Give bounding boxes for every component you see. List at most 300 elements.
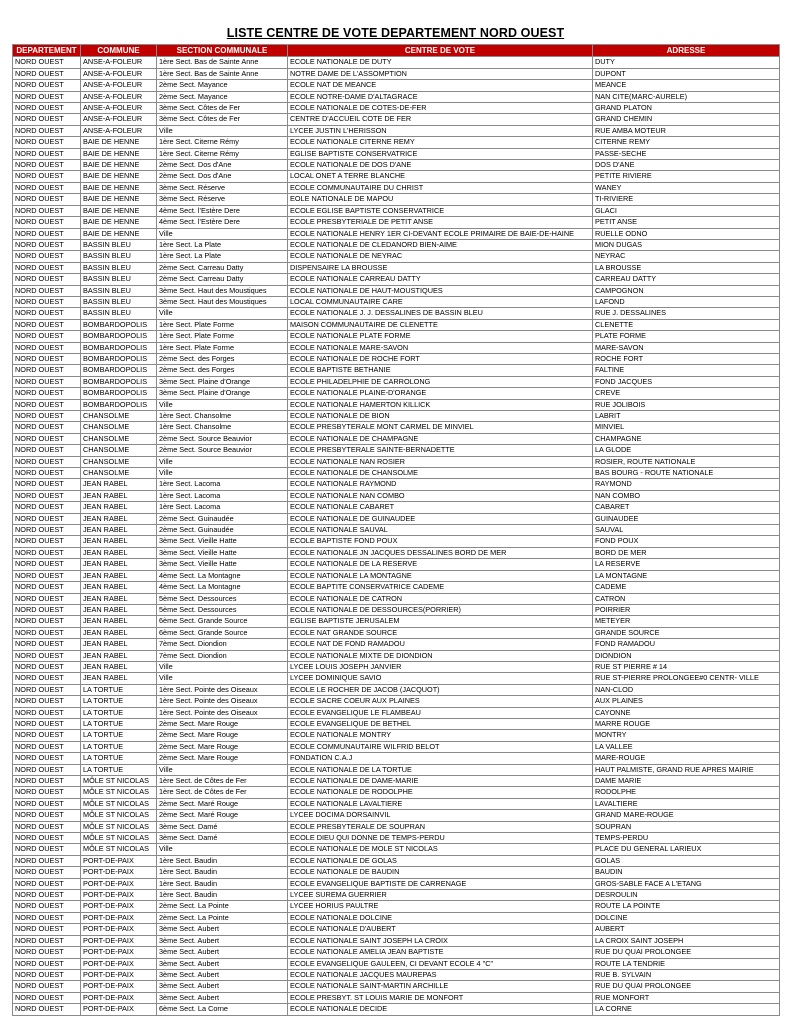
- table-row: [13, 194, 780, 205]
- departement-cell: NORD OUEST: [13, 844, 81, 855]
- centre-de-vote-cell: LYCEE HORIUS PAULTRE: [288, 901, 593, 912]
- commune-cell: LA TORTUE: [81, 718, 157, 729]
- adresse-cell: BAUDIN: [593, 867, 780, 878]
- adresse-cell: ROUTE LA POINTE: [593, 901, 780, 912]
- centre-de-vote-cell: ECOLE NAT DE FOND RAMADOU: [288, 639, 593, 650]
- centre-de-vote-cell: ECOLE NATIONALE RAYMOND: [288, 479, 593, 490]
- adresse-cell: GROS-SABLE FACE A L'ETANG: [593, 878, 780, 889]
- centre-de-vote-cell: ECOLE NATIONALE LAVALTIERE: [288, 798, 593, 809]
- departement-cell: NORD OUEST: [13, 867, 81, 878]
- section-communale-cell: 1ère Sect. Citerne Rémy: [157, 137, 288, 148]
- table-row: [13, 992, 780, 1003]
- centre-de-vote-cell: ECOLE NATIONALE DE MOLE ST NICOLAS: [288, 844, 593, 855]
- centre-de-vote-cell: ECOLE PRESBYTERALE SAINTE-BERNADETTE: [288, 445, 593, 456]
- centre-de-vote-cell: ECOLE PRESBYT. ST LOUIS MARIE DE MONFORT: [288, 992, 593, 1003]
- adresse-cell: BORD DE MER: [593, 547, 780, 558]
- table-row: [13, 319, 780, 330]
- centre-de-vote-cell: ECOLE NATIONALE DE CATRON: [288, 593, 593, 604]
- table-row: [13, 947, 780, 958]
- table-row: [13, 582, 780, 593]
- departement-cell: NORD OUEST: [13, 661, 81, 672]
- centre-de-vote-cell: ECOLE NATIONALE SAINT JOSEPH LA CROIX: [288, 935, 593, 946]
- commune-cell: ANSE-A-FOLEUR: [81, 57, 157, 68]
- section-communale-cell: Ville: [157, 764, 288, 775]
- adresse-cell: SOUPRAN: [593, 821, 780, 832]
- departement-cell: NORD OUEST: [13, 821, 81, 832]
- centre-de-vote-cell: ECOLE PHILADELPHIE DE CARROLONG: [288, 376, 593, 387]
- departement-cell: NORD OUEST: [13, 547, 81, 558]
- table-row: [13, 912, 780, 923]
- commune-cell: BAIE DE HENNE: [81, 228, 157, 239]
- centre-de-vote-cell: ECOLE PRESBYTERALE MONT CARMEL DE MINVIEL: [288, 422, 593, 433]
- adresse-cell: LA MONTAGNE: [593, 570, 780, 581]
- adresse-cell: RUE MONFORT: [593, 992, 780, 1003]
- section-communale-cell: Ville: [157, 456, 288, 467]
- adresse-cell: GRAND MARE-ROUGE: [593, 810, 780, 821]
- departement-cell: NORD OUEST: [13, 388, 81, 399]
- table-row: [13, 559, 780, 570]
- commune-cell: CHANSOLME: [81, 422, 157, 433]
- adresse-cell: CARREAU DATTY: [593, 274, 780, 285]
- section-communale-cell: 1ère Sect. Baudin: [157, 878, 288, 889]
- table-row: [13, 217, 780, 228]
- centre-de-vote-cell: DISPENSAIRE LA BROUSSE: [288, 262, 593, 273]
- table-row: [13, 342, 780, 353]
- adresse-cell: LA CORNE: [593, 1004, 780, 1015]
- section-communale-cell: Ville: [157, 308, 288, 319]
- section-communale-cell: 3ème Sect. Côtes de Fer: [157, 103, 288, 114]
- section-communale-cell: 2ème Sect. Guinaudée: [157, 513, 288, 524]
- table-row: [13, 308, 780, 319]
- commune-cell: BAIE DE HENNE: [81, 182, 157, 193]
- centre-de-vote-cell: ECOLE NATIONALE DE HAUT-MOUSTIQUES: [288, 285, 593, 296]
- departement-cell: NORD OUEST: [13, 673, 81, 684]
- table-row: [13, 981, 780, 992]
- departement-cell: NORD OUEST: [13, 582, 81, 593]
- commune-cell: BASSIN BLEU: [81, 308, 157, 319]
- section-communale-cell: 1ère Sect. Plate Forme: [157, 331, 288, 342]
- adresse-cell: CAMPOGNON: [593, 285, 780, 296]
- section-communale-cell: 3ème Sect. Réserve: [157, 194, 288, 205]
- section-communale-cell: Ville: [157, 661, 288, 672]
- table-row: [13, 91, 780, 102]
- column-header-commune: COMMUNE: [81, 45, 157, 57]
- departement-cell: NORD OUEST: [13, 331, 81, 342]
- commune-cell: MÔLE ST NICOLAS: [81, 776, 157, 787]
- departement-cell: NORD OUEST: [13, 376, 81, 387]
- commune-cell: LA TORTUE: [81, 764, 157, 775]
- table-row: [13, 125, 780, 136]
- table-row: [13, 376, 780, 387]
- centre-de-vote-cell: ECOLE NATIONALE DE COTES-DE-FER: [288, 103, 593, 114]
- section-communale-cell: 2ème Sect. des Forges: [157, 353, 288, 364]
- commune-cell: BOMBARDOPOLIS: [81, 388, 157, 399]
- departement-cell: NORD OUEST: [13, 798, 81, 809]
- table-row: [13, 696, 780, 707]
- commune-cell: PORT-DE-PAIX: [81, 958, 157, 969]
- table-row: [13, 228, 780, 239]
- centre-de-vote-cell: ECOLE NATIONALE DE RODOLPHE: [288, 787, 593, 798]
- departement-cell: NORD OUEST: [13, 901, 81, 912]
- departement-cell: NORD OUEST: [13, 308, 81, 319]
- centre-de-vote-cell: ECOLE NATIONALE DE LA RESERVE: [288, 559, 593, 570]
- table-row: [13, 296, 780, 307]
- centre-de-vote-cell: ECOLE NATIONALE DE BION: [288, 411, 593, 422]
- section-communale-cell: 3ème Sect. Haut des Moustiques: [157, 285, 288, 296]
- departement-cell: NORD OUEST: [13, 958, 81, 969]
- adresse-cell: ROUTE LA TENDRIE: [593, 958, 780, 969]
- section-communale-cell: Ville: [157, 125, 288, 136]
- table-row: [13, 502, 780, 513]
- departement-cell: NORD OUEST: [13, 992, 81, 1003]
- table-row: [13, 650, 780, 661]
- table-row: [13, 285, 780, 296]
- centre-de-vote-cell: ECOLE NATIONALE DE DOS D'ANE: [288, 160, 593, 171]
- section-communale-cell: 2ème Sect. Carreau Datty: [157, 262, 288, 273]
- column-header-departement: DEPARTEMENT: [13, 45, 81, 57]
- departement-cell: NORD OUEST: [13, 365, 81, 376]
- adresse-cell: FOND POUX: [593, 536, 780, 547]
- commune-cell: JEAN RABEL: [81, 650, 157, 661]
- adresse-cell: PETIT ANSE: [593, 217, 780, 228]
- section-communale-cell: 2ème Sect. Mare Rouge: [157, 730, 288, 741]
- commune-cell: PORT-DE-PAIX: [81, 969, 157, 980]
- section-communale-cell: 3ème Sect. Réserve: [157, 182, 288, 193]
- section-communale-cell: 3ème Sect. Aubert: [157, 969, 288, 980]
- adresse-cell: RUE AMBA MOTEUR: [593, 125, 780, 136]
- adresse-cell: GRAND PLATON: [593, 103, 780, 114]
- departement-cell: NORD OUEST: [13, 103, 81, 114]
- section-communale-cell: 1ère Sect. Plate Forme: [157, 319, 288, 330]
- centre-de-vote-cell: ECOLE NATIONALE DE GUINAUDEE: [288, 513, 593, 524]
- adresse-cell: HAUT PALMISTE, GRAND RUE APRES MAIRIE: [593, 764, 780, 775]
- table-row: [13, 753, 780, 764]
- section-communale-cell: 3ème Sect. Aubert: [157, 947, 288, 958]
- departement-cell: NORD OUEST: [13, 239, 81, 250]
- departement-cell: NORD OUEST: [13, 639, 81, 650]
- section-communale-cell: 7ème Sect. Diondion: [157, 650, 288, 661]
- departement-cell: NORD OUEST: [13, 616, 81, 627]
- centre-de-vote-cell: ECOLE NATIONALE PLAINE-D'ORANGE: [288, 388, 593, 399]
- section-communale-cell: 4ème Sect. l'Estère Dere: [157, 205, 288, 216]
- section-communale-cell: 3ème Sect. Vieille Hatte: [157, 559, 288, 570]
- centre-de-vote-cell: ECOLE NATIONALE DECIDE: [288, 1004, 593, 1015]
- table-row: [13, 684, 780, 695]
- commune-cell: LA TORTUE: [81, 696, 157, 707]
- commune-cell: JEAN RABEL: [81, 604, 157, 615]
- adresse-cell: RUE DU QUAI PROLONGEE: [593, 981, 780, 992]
- table-row: [13, 182, 780, 193]
- column-header-section-communale: SECTION COMMUNALE: [157, 45, 288, 57]
- table-row: [13, 810, 780, 821]
- adresse-cell: POIRRIER: [593, 604, 780, 615]
- commune-cell: BAIE DE HENNE: [81, 137, 157, 148]
- table-row: [13, 205, 780, 216]
- table-row: [13, 798, 780, 809]
- table-row: [13, 490, 780, 501]
- commune-cell: CHANSOLME: [81, 456, 157, 467]
- adresse-cell: MION DUGAS: [593, 239, 780, 250]
- centre-de-vote-cell: EOLE NATIONALE DE MAPOU: [288, 194, 593, 205]
- section-communale-cell: 1ère Sect. Lacoma: [157, 490, 288, 501]
- section-communale-cell: 2ème Sect. Dos d'Ane: [157, 171, 288, 182]
- departement-cell: NORD OUEST: [13, 707, 81, 718]
- section-communale-cell: 2ème Sect. Dos d'Ane: [157, 160, 288, 171]
- departement-cell: NORD OUEST: [13, 947, 81, 958]
- commune-cell: PORT-DE-PAIX: [81, 855, 157, 866]
- commune-cell: JEAN RABEL: [81, 536, 157, 547]
- table-row: [13, 570, 780, 581]
- section-communale-cell: 1ère Sect. Bas de Sainte Anne: [157, 57, 288, 68]
- table-row: [13, 160, 780, 171]
- section-communale-cell: 3ème Sect. Plaine d'Orange: [157, 388, 288, 399]
- centre-de-vote-cell: ECOLE NATIONALE NAN ROSIER: [288, 456, 593, 467]
- section-communale-cell: 2ème Sect. Mare Rouge: [157, 741, 288, 752]
- adresse-cell: MARRE ROUGE: [593, 718, 780, 729]
- centre-de-vote-cell: ECOLE NATIONALE DOLCINE: [288, 912, 593, 923]
- adresse-cell: PLATE FORME: [593, 331, 780, 342]
- centre-de-vote-cell: ECOLE NATIONALE DE DUTY: [288, 57, 593, 68]
- section-communale-cell: 1ère Sect. Pointe des Oiseaux: [157, 707, 288, 718]
- table-row: [13, 901, 780, 912]
- adresse-cell: MONTRY: [593, 730, 780, 741]
- table-row: [13, 844, 780, 855]
- table-row: [13, 68, 780, 79]
- table-row: [13, 855, 780, 866]
- adresse-cell: AUX PLAINES: [593, 696, 780, 707]
- section-communale-cell: 2ème Sect. Source Beauvior: [157, 445, 288, 456]
- adresse-cell: MINVIEL: [593, 422, 780, 433]
- commune-cell: JEAN RABEL: [81, 570, 157, 581]
- centre-de-vote-cell: ECOLE BAPTITE CONSERVATRICE CADEME: [288, 582, 593, 593]
- departement-cell: NORD OUEST: [13, 696, 81, 707]
- commune-cell: ANSE-A-FOLEUR: [81, 114, 157, 125]
- departement-cell: NORD OUEST: [13, 684, 81, 695]
- commune-cell: ANSE-A-FOLEUR: [81, 125, 157, 136]
- centre-de-vote-cell: MAISON COMMUNAUTAIRE DE CLENETTE: [288, 319, 593, 330]
- centre-de-vote-cell: ECOLE NATIONALE NAN COMBO: [288, 490, 593, 501]
- departement-cell: NORD OUEST: [13, 969, 81, 980]
- adresse-cell: TI-RIVIERE: [593, 194, 780, 205]
- departement-cell: NORD OUEST: [13, 445, 81, 456]
- departement-cell: NORD OUEST: [13, 205, 81, 216]
- centre-de-vote-cell: ECOLE PRESBYTERALE DE SOUPRAN: [288, 821, 593, 832]
- departement-cell: NORD OUEST: [13, 912, 81, 923]
- table-row: [13, 148, 780, 159]
- section-communale-cell: 2ème Sect. Mare Rouge: [157, 718, 288, 729]
- adresse-cell: RUELLE ODNO: [593, 228, 780, 239]
- commune-cell: JEAN RABEL: [81, 639, 157, 650]
- section-communale-cell: Ville: [157, 228, 288, 239]
- table-row: [13, 171, 780, 182]
- section-communale-cell: 3ème Sect. Vieille Hatte: [157, 547, 288, 558]
- departement-cell: NORD OUEST: [13, 68, 81, 79]
- centre-de-vote-cell: ECOLE NATIONALE JN JACQUES DESSALINES BORD DE MER: [288, 547, 593, 558]
- section-communale-cell: 3ème Sect. Aubert: [157, 992, 288, 1003]
- adresse-cell: ROCHE FORT: [593, 353, 780, 364]
- section-communale-cell: 1ère Sect. Bas de Sainte Anne: [157, 68, 288, 79]
- commune-cell: PORT-DE-PAIX: [81, 992, 157, 1003]
- table-row: [13, 468, 780, 479]
- centre-de-vote-cell: ECOLE NATIONALE JACQUES MAUREPAS: [288, 969, 593, 980]
- table-row: [13, 969, 780, 980]
- departement-cell: NORD OUEST: [13, 479, 81, 490]
- adresse-cell: CAYONNE: [593, 707, 780, 718]
- commune-cell: BAIE DE HENNE: [81, 171, 157, 182]
- section-communale-cell: 3ème Sect. Damé: [157, 821, 288, 832]
- commune-cell: MÔLE ST NICOLAS: [81, 810, 157, 821]
- adresse-cell: FOND JACQUES: [593, 376, 780, 387]
- commune-cell: ANSE-A-FOLEUR: [81, 68, 157, 79]
- centre-de-vote-cell: ECOLE BAPTISTE FOND POUX: [288, 536, 593, 547]
- table-row: [13, 661, 780, 672]
- commune-cell: LA TORTUE: [81, 741, 157, 752]
- commune-cell: CHANSOLME: [81, 433, 157, 444]
- commune-cell: BASSIN BLEU: [81, 285, 157, 296]
- section-communale-cell: 2ème Sect. Maré Rouge: [157, 798, 288, 809]
- commune-cell: BASSIN BLEU: [81, 296, 157, 307]
- adresse-cell: NAN-CLOD: [593, 684, 780, 695]
- departement-cell: NORD OUEST: [13, 1004, 81, 1015]
- adresse-cell: CABARET: [593, 502, 780, 513]
- centre-de-vote-cell: EGLISE BAPTISTE CONSERVATRICE: [288, 148, 593, 159]
- table-row: [13, 433, 780, 444]
- departement-cell: NORD OUEST: [13, 399, 81, 410]
- adresse-cell: RUE JOLIBOIS: [593, 399, 780, 410]
- departement-cell: NORD OUEST: [13, 741, 81, 752]
- centre-de-vote-cell: ECOLE PRESBYTERIALE DE PETIT ANSE: [288, 217, 593, 228]
- centre-de-vote-cell: ECOLE NATIONALE MONTRY: [288, 730, 593, 741]
- departement-cell: NORD OUEST: [13, 125, 81, 136]
- section-communale-cell: 2ème Sect. Carreau Datty: [157, 274, 288, 285]
- section-communale-cell: Ville: [157, 399, 288, 410]
- centre-de-vote-cell: FONDATION C.A.J: [288, 753, 593, 764]
- centre-de-vote-cell: ECOLE NATIONALE MIXTE DE DIONDION: [288, 650, 593, 661]
- commune-cell: JEAN RABEL: [81, 502, 157, 513]
- table-row: [13, 274, 780, 285]
- commune-cell: MÔLE ST NICOLAS: [81, 821, 157, 832]
- centre-de-vote-cell: LOCAL ONET A TERRE BLANCHE: [288, 171, 593, 182]
- departement-cell: NORD OUEST: [13, 559, 81, 570]
- departement-cell: NORD OUEST: [13, 217, 81, 228]
- centre-de-vote-cell: ECOLE NATIONALE PLATE FORME: [288, 331, 593, 342]
- table-row: [13, 422, 780, 433]
- adresse-cell: NAN CITE(MARC-AURELE): [593, 91, 780, 102]
- commune-cell: BAIE DE HENNE: [81, 194, 157, 205]
- section-communale-cell: 6ème Sect. Grande Source: [157, 627, 288, 638]
- departement-cell: NORD OUEST: [13, 80, 81, 91]
- adresse-cell: NEYRAC: [593, 251, 780, 262]
- section-communale-cell: 5ème Sect. Dessources: [157, 604, 288, 615]
- centre-de-vote-cell: LYCEE JUSTIN L'HERISSON: [288, 125, 593, 136]
- section-communale-cell: 2ème Sect. Mayance: [157, 91, 288, 102]
- centre-de-vote-cell: ECOLE NATIONALE DE BAUDIN: [288, 867, 593, 878]
- centre-de-vote-cell: ECOLE COMMUNAUTAIRE WILFRID BELOT: [288, 741, 593, 752]
- commune-cell: CHANSOLME: [81, 411, 157, 422]
- adresse-cell: LABRIT: [593, 411, 780, 422]
- commune-cell: LA TORTUE: [81, 684, 157, 695]
- section-communale-cell: 2ème Sect. Guinaudée: [157, 525, 288, 536]
- adresse-cell: BAS BOURG - ROUTE NATIONALE: [593, 468, 780, 479]
- table-row: [13, 935, 780, 946]
- commune-cell: MÔLE ST NICOLAS: [81, 787, 157, 798]
- table-row: [13, 833, 780, 844]
- section-communale-cell: 3ème Sect. Plaine d'Orange: [157, 376, 288, 387]
- adresse-cell: RUE ST-PIERRE PROLONGEE#0 CENTR- VILLE: [593, 673, 780, 684]
- departement-cell: NORD OUEST: [13, 650, 81, 661]
- commune-cell: CHANSOLME: [81, 445, 157, 456]
- table-row: [13, 730, 780, 741]
- section-communale-cell: 1ère Sect. Baudin: [157, 855, 288, 866]
- centre-de-vote-cell: ECOLE BAPTISTE BETHANIE: [288, 365, 593, 376]
- departement-cell: NORD OUEST: [13, 285, 81, 296]
- departement-cell: NORD OUEST: [13, 890, 81, 901]
- section-communale-cell: 2ème Sect. La Pointe: [157, 901, 288, 912]
- column-header-adresse: ADRESSE: [593, 45, 780, 57]
- table-row: [13, 103, 780, 114]
- commune-cell: JEAN RABEL: [81, 661, 157, 672]
- adresse-cell: PETITE RIVIERE: [593, 171, 780, 182]
- departement-cell: NORD OUEST: [13, 536, 81, 547]
- departement-cell: NORD OUEST: [13, 878, 81, 889]
- centre-de-vote-cell: ECOLE DIEU QUI DONNE DE TEMPS-PERDU: [288, 833, 593, 844]
- centre-de-vote-cell: ECOLE NATIONALE SAUVAL: [288, 525, 593, 536]
- adresse-cell: PASSE-SECHE: [593, 148, 780, 159]
- section-communale-cell: 1ère Sect. Lacoma: [157, 479, 288, 490]
- centre-de-vote-cell: ECOLE LE ROCHER DE JACOB (JACQUOT): [288, 684, 593, 695]
- commune-cell: BOMBARDOPOLIS: [81, 399, 157, 410]
- commune-cell: BASSIN BLEU: [81, 251, 157, 262]
- commune-cell: LA TORTUE: [81, 730, 157, 741]
- departement-cell: NORD OUEST: [13, 525, 81, 536]
- table-row: [13, 673, 780, 684]
- departement-cell: NORD OUEST: [13, 137, 81, 148]
- centre-de-vote-cell: ECOLE NAT DE MEANCE: [288, 80, 593, 91]
- table-row: [13, 513, 780, 524]
- table-row: [13, 399, 780, 410]
- centre-de-vote-cell: ECOLE NATIONALE DE LA TORTUE: [288, 764, 593, 775]
- adresse-cell: GRANDE SOURCE: [593, 627, 780, 638]
- adresse-cell: PLACE DU GENERAL LARIEUX: [593, 844, 780, 855]
- commune-cell: BAIE DE HENNE: [81, 205, 157, 216]
- adresse-cell: MARE-SAVON: [593, 342, 780, 353]
- departement-cell: NORD OUEST: [13, 593, 81, 604]
- commune-cell: BAIE DE HENNE: [81, 148, 157, 159]
- departement-cell: NORD OUEST: [13, 810, 81, 821]
- commune-cell: PORT-DE-PAIX: [81, 1004, 157, 1015]
- centre-de-vote-cell: ECOLE NATIONALE DE DAME-MARIE: [288, 776, 593, 787]
- table-row: [13, 867, 780, 878]
- commune-cell: BOMBARDOPOLIS: [81, 365, 157, 376]
- section-communale-cell: 2ème Sect. Mare Rouge: [157, 753, 288, 764]
- section-communale-cell: Ville: [157, 844, 288, 855]
- commune-cell: JEAN RABEL: [81, 627, 157, 638]
- centre-de-vote-cell: ECOLE NATIONALE SAINT-MARTIN ARCHILLE: [288, 981, 593, 992]
- departement-cell: NORD OUEST: [13, 433, 81, 444]
- adresse-cell: TEMPS-PERDU: [593, 833, 780, 844]
- commune-cell: LA TORTUE: [81, 707, 157, 718]
- table-row: [13, 353, 780, 364]
- section-communale-cell: 1ère Sect. Chansolme: [157, 422, 288, 433]
- centre-de-vote-cell: ECOLE NATIONALE DE NEYRAC: [288, 251, 593, 262]
- adresse-cell: RUE DU QUAI PROLONGEE: [593, 947, 780, 958]
- departement-cell: NORD OUEST: [13, 262, 81, 273]
- departement-cell: NORD OUEST: [13, 182, 81, 193]
- adresse-cell: DIONDION: [593, 650, 780, 661]
- table-row: [13, 616, 780, 627]
- table-row: [13, 878, 780, 889]
- departement-cell: NORD OUEST: [13, 274, 81, 285]
